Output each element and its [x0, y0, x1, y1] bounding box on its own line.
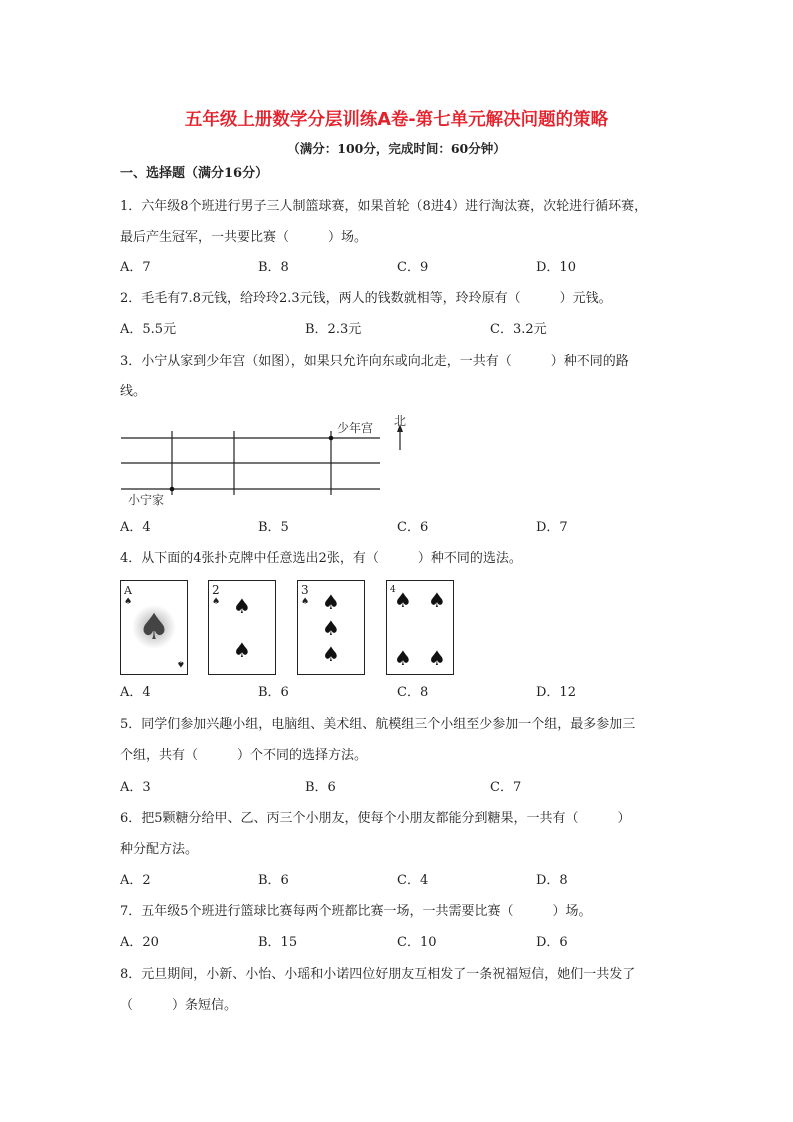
spade-icon: ♠ [394, 646, 412, 670]
start-point-dot [170, 487, 175, 492]
spade-icon: ♠ [428, 646, 446, 670]
q6-option-c: C．4 [397, 873, 429, 888]
end-label: 少年宫 [337, 421, 374, 435]
svg-text:4: 4 [390, 585, 396, 595]
playing-card-4-spades [386, 580, 454, 675]
svg-text:♠: ♠ [176, 658, 185, 668]
q5-option-b: B．6 [305, 780, 336, 795]
question-3-line-1: 3．小宁从家到少年宫（如图），如果只允许向东或向北走，一共有（ ）种不同的路 [120, 354, 629, 369]
q5-option-a: A．3 [120, 780, 151, 795]
q1-option-d: D．10 [536, 260, 576, 275]
spade-icon: ♠ [428, 588, 446, 612]
question-4-line-1: 4．从下面的4张扑克牌中任意选出2张，有（ ）种不同的选法。 [120, 551, 522, 566]
svg-text:♠: ♠ [212, 597, 221, 607]
svg-text:3: 3 [301, 583, 309, 597]
svg-text:♠: ♠ [301, 597, 310, 607]
q3-option-d: D．7 [536, 520, 568, 535]
question-6-line-2: 种分配方法。 [120, 842, 199, 857]
svg-text:2: 2 [212, 583, 220, 597]
q2-option-c: C．3.2元 [490, 322, 547, 337]
q4-option-d: D．12 [536, 685, 576, 700]
spade-icon: ♠ [137, 607, 171, 648]
q6-option-d: D．8 [536, 873, 568, 888]
question-8-line-2: （ ）条短信。 [120, 998, 238, 1013]
route-grid-figure [115, 410, 415, 510]
q7-option-c: C．10 [397, 935, 437, 950]
q3-option-a: A．4 [120, 520, 151, 535]
question-2-line-1: 2．毛毛有7.8元钱，给玲玲2.3元钱，两人的钱数就相等，玲玲原有（ ）元钱。 [120, 291, 612, 306]
spade-icon: ♠ [322, 616, 340, 640]
page-subtitle: （满分：100分，完成时间：60分钟） [287, 141, 506, 156]
q4-option-b: B．6 [258, 685, 289, 700]
q4-option-c: C．8 [397, 685, 429, 700]
q5-option-c: C．7 [490, 780, 522, 795]
spade-icon: ♠ [394, 588, 412, 612]
question-1-line-1: 1．六年级8个班进行男子三人制篮球赛，如果首轮（8进4）进行淘汰赛，次轮进行循环赛， [120, 199, 648, 214]
question-6-line-1: 6．把5颗糖分给甲、乙、丙三个小朋友，使每个小朋友都能分到糖果，一共有（ ） [120, 811, 631, 826]
question-7-line-1: 7．五年级5个班进行篮球比赛每两个班都比赛一场，一共需要比赛（ ）场。 [120, 904, 592, 919]
playing-card-3-spades [297, 580, 365, 675]
page-title: 五年级上册数学分层训练A卷-第七单元解决问题的策略 [184, 110, 609, 130]
q4-option-a: A．4 [120, 685, 151, 700]
q7-option-b: B．15 [258, 935, 298, 950]
q6-option-b: B．6 [258, 873, 289, 888]
q2-option-a: A．5.5元 [120, 322, 177, 337]
spade-icon: ♠ [322, 590, 340, 614]
q3-option-b: B．5 [258, 520, 289, 535]
question-1-line-2: 最后产生冠军，一共要比赛（ ）场。 [120, 230, 368, 245]
q1-option-a: A．7 [120, 260, 151, 275]
q7-option-d: D．6 [536, 935, 568, 950]
start-label: 小宁家 [128, 493, 165, 507]
spade-icon: ♠ [322, 642, 340, 666]
question-5-line-1: 5．同学们参加兴趣小组，电脑组、美术组、航模组三个小组至少参加一个组，最多参加三 [120, 717, 636, 732]
question-5-line-2: 个组，共有（ ）个不同的选择方法。 [120, 748, 368, 763]
svg-text:♠: ♠ [124, 597, 133, 607]
spade-icon: ♠ [233, 594, 251, 618]
q1-option-c: C．9 [397, 260, 429, 275]
q6-option-a: A．2 [120, 873, 151, 888]
q1-option-b: B．8 [258, 260, 289, 275]
playing-card-ace-spades [120, 580, 188, 675]
question-3-line-2: 线。 [120, 384, 147, 399]
q3-option-c: C．6 [397, 520, 429, 535]
end-point-dot [329, 436, 334, 441]
svg-text:A: A [124, 584, 132, 597]
q2-option-b: B．2.3元 [305, 322, 362, 337]
north-label: 北 [394, 414, 407, 428]
question-8-line-1: 8．元旦期间，小新、小怡、小瑶和小诺四位好朋友互相发了一条祝福短信，她们一共发了 [120, 967, 636, 982]
spade-icon: ♠ [233, 638, 251, 662]
playing-card-2-spades [208, 580, 276, 675]
q7-option-a: A．20 [120, 935, 159, 950]
section-heading: 一、选择题（满分16分） [120, 166, 269, 181]
